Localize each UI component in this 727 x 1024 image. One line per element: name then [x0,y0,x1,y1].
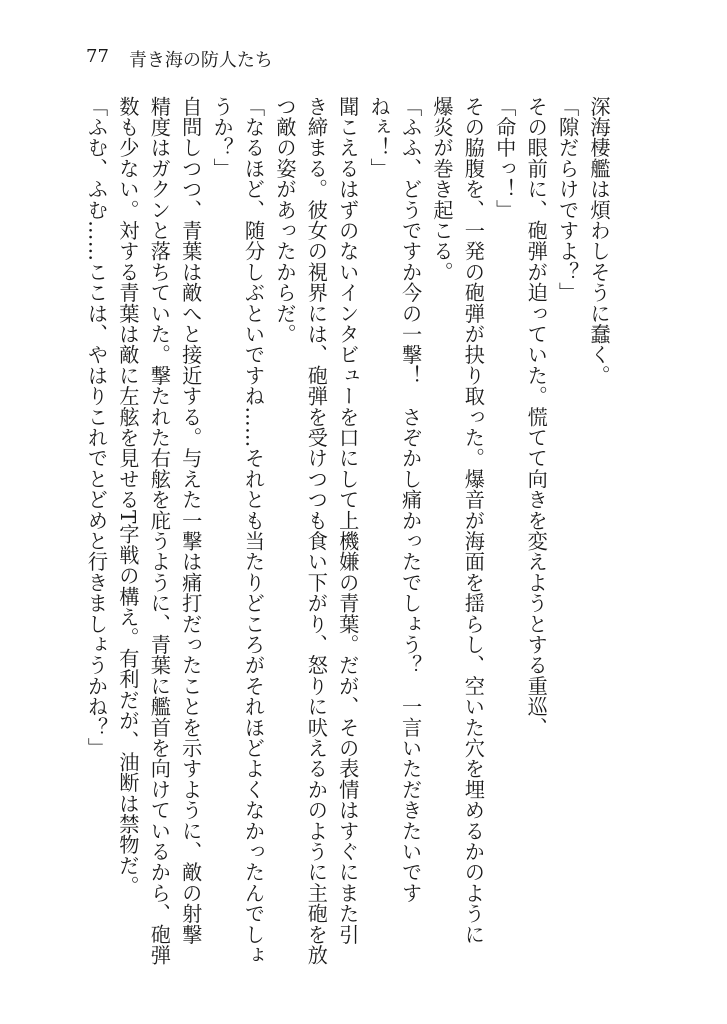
text-line: その脇腹を、一発の砲弾が抉り取った。爆音が海面を揺らし、空いた穴を埋めるかのように [461,96,486,945]
page-number: 77 [86,46,109,67]
text-line: 自問しつつ、青葉は敵へと接近する。与えた一撃は痛打だったことを示すように、敵の射撃 [178,96,203,945]
text-line: うか？」 [210,96,235,179]
chapter-title: 青き海の防人たち [128,50,273,71]
text-line: 「隙だらけですよ？」 [555,96,580,303]
text-line: 「命中っ！」 [492,96,517,221]
text-line: 深海棲艦は煩わしそうに蠢く。 [587,96,611,386]
text-line: つ敵の姿があったからだ。 [272,96,297,345]
text-line: き締まる。彼女の視界には、砲弾を受けつつも食い下がり、怒りに吠えるかのように主砲を放 [304,96,329,966]
text-line: 爆炎が巻き起こる。 [429,96,454,283]
page-header [86,46,273,72]
text-line: その眼前に、砲弾が迫っていた。慌てて向きを変えようとする重巡、 [524,96,549,738]
text-line: 「ふふ、どうですか今の一撃！ さぞかし痛かったでしょう？ 一言いただきたいです [398,96,423,904]
text-line: 精度はガクンと落ちていた。撃たれた右舷を庇うように、青葉に艦首を向けているから、砲弾 [147,96,172,966]
text-line: ねぇ！」 [367,96,392,179]
text-line: 「ふむ、ふむ……ここは、やはりこれでとどめと行きましょうかね？」 [84,96,109,759]
text-line: 数も少ない。対する青葉は敵に左舷を見せるT字戦の構え。有利だが、油断は禁物だ。 [115,96,140,897]
vertical-text-body [80,96,614,996]
text-line: 聞こえるはずのないインタビューを口にして上機嫌の青葉。だが、その表情はすぐにまた引 [335,96,360,945]
text-line: 「なるほど、随分しぶといですね……それとも当たりどころがそれほどよくなかったんでしょ [241,96,266,966]
